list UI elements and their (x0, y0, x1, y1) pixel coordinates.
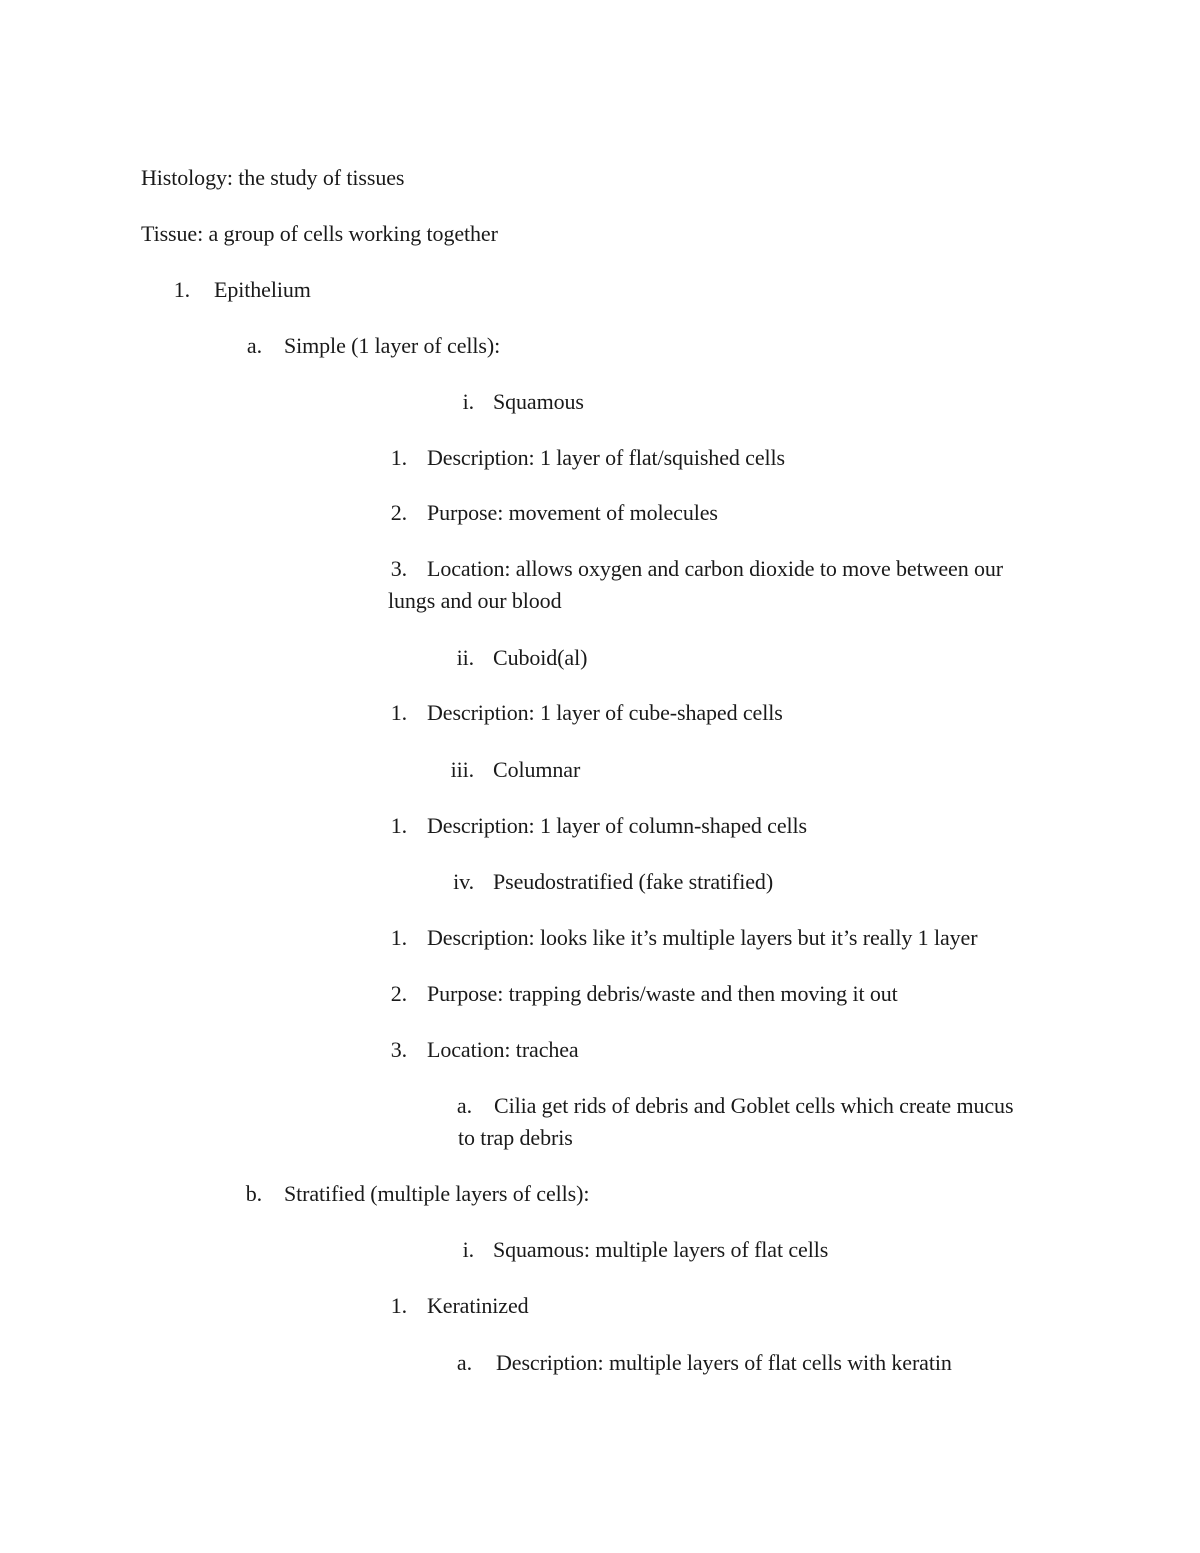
list-item-text: Stratified (multiple layers of cells): (284, 1181, 590, 1206)
outline-item-cuboidal (420, 642, 587, 674)
list-marker: 1. (173, 277, 190, 302)
list-marker: 1. (390, 1293, 407, 1318)
outline-item-keratinized-description (450, 1347, 952, 1379)
list-marker: a. (456, 1093, 472, 1118)
list-item-text: Purpose: trapping debris/waste and then moving it out (427, 981, 898, 1006)
list-item-text: Description: 1 layer of cube-shaped cells (427, 700, 783, 725)
tissue-definition (141, 218, 498, 250)
list-marker: 3. (390, 1037, 407, 1062)
outline-item-squamous-description (380, 442, 785, 474)
list-item-text: Columnar (493, 757, 581, 782)
outline-item-stratified (230, 1178, 589, 1210)
outline-item-cilia-goblet (450, 1090, 1013, 1122)
outline-item-pseudostratified-location (380, 1034, 579, 1066)
outline-item-cilia-goblet-continued (458, 1122, 573, 1154)
list-marker: a. (456, 1350, 472, 1375)
outline-item-squamous-purpose (380, 497, 718, 529)
list-item-text: Location: trachea (427, 1037, 579, 1062)
outline-item-epithelium (160, 274, 311, 306)
histology-text: Histology: the study of tissues (141, 165, 405, 190)
list-item-text: Cuboid(al) (493, 645, 588, 670)
outline-item-squamous-location-continued (388, 585, 561, 617)
outline-item-columnar-description (380, 810, 807, 842)
list-marker: i. (462, 389, 474, 414)
list-item-text: Squamous: multiple layers of flat cells (493, 1237, 829, 1262)
list-marker: 3. (390, 556, 407, 581)
list-item-text: Description: looks like it’s multiple layers but it’s really 1 layer (427, 925, 978, 950)
list-item-text: Pseudostratified (fake stratified) (493, 869, 774, 894)
outline-item-pseudostratified-purpose (380, 978, 898, 1010)
list-item-text: Simple (1 layer of cells): (284, 333, 501, 358)
outline-item-cuboidal-description (380, 697, 783, 729)
list-item-text: Cilia get rids of debris and Goblet cells which create mucus (494, 1093, 1014, 1118)
list-marker: a. (246, 333, 262, 358)
list-marker: b. (245, 1181, 262, 1206)
list-item-text: Epithelium (214, 277, 311, 302)
outline-item-columnar (420, 754, 580, 786)
outline-item-squamous (420, 386, 584, 418)
outline-item-simple (230, 330, 500, 362)
list-item-text: Description: 1 layer of flat/squished cells (427, 445, 785, 470)
list-marker: 1. (390, 925, 407, 950)
outline-item-keratinized (380, 1290, 529, 1322)
list-item-text: Location: allows oxygen and carbon dioxide to move between our (427, 556, 1004, 581)
list-marker: 1. (390, 813, 407, 838)
list-marker: iv. (453, 869, 474, 894)
list-marker: iii. (450, 757, 474, 782)
outline-item-pseudostratified (420, 866, 773, 898)
list-item-continuation: to trap debris (458, 1125, 573, 1150)
list-item-continuation: lungs and our blood (388, 588, 562, 613)
list-marker: 2. (390, 981, 407, 1006)
tissue-text: Tissue: a group of cells working together (141, 221, 498, 246)
list-marker: 2. (390, 500, 407, 525)
outline-item-squamous-location (380, 553, 1003, 585)
list-item-text: Description: multiple layers of flat cells with keratin (496, 1350, 952, 1375)
list-item-text: Purpose: movement of molecules (427, 500, 718, 525)
outline-item-stratified-squamous (420, 1234, 828, 1266)
list-marker: ii. (456, 645, 474, 670)
list-marker: i. (462, 1237, 474, 1262)
outline-item-pseudostratified-description (380, 922, 977, 954)
list-item-text: Keratinized (427, 1293, 529, 1318)
histology-definition (141, 162, 404, 194)
list-item-text: Squamous (493, 389, 584, 414)
list-item-text: Description: 1 layer of column-shaped cells (427, 813, 807, 838)
list-marker: 1. (390, 445, 407, 470)
list-marker: 1. (390, 700, 407, 725)
